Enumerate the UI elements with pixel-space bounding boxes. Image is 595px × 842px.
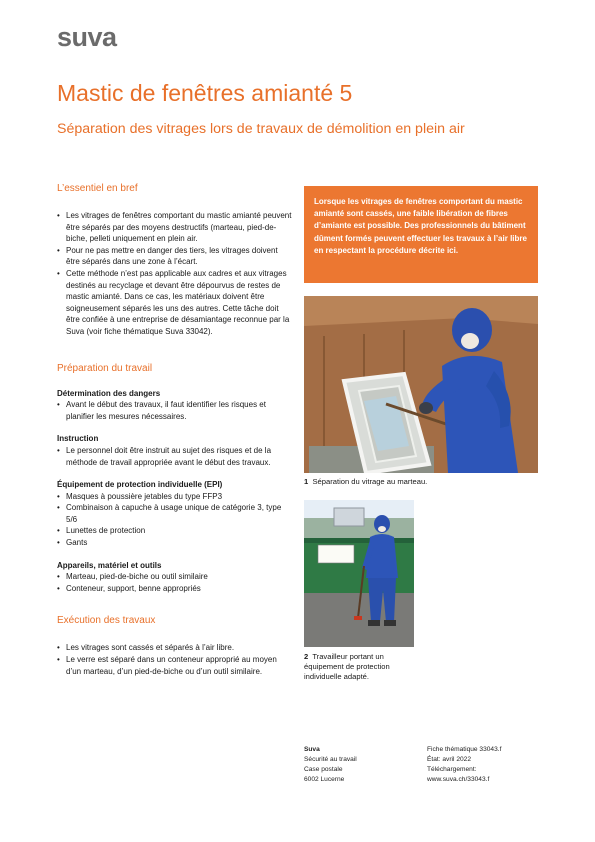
footer-line: Case postale — [304, 766, 343, 773]
caption-text: Travailleur portant un équipement de protection individuelle adapté. — [304, 652, 390, 681]
execution-list — [57, 642, 292, 677]
list-item: • Cette méthode n’est pas applicable aux cadres et aux vitrages destinés au recyclage et devant être dépourvus de restes de mastic amianté. Dans ce cas, les matériaux doivent être soigneusement séparés les uns des autres. Cette tâche doit être confiée à une entreprise de désamiantage reconnue par la Suva (voir fiche thématique Suva 33042). — [57, 268, 292, 338]
dangers-list — [57, 399, 292, 422]
footer-line: Fiche thématique 33043.f — [427, 746, 502, 753]
list-item: • Le personnel doit être instruit au sujet des risques et de la méthode de travail appropriée avant le début des travaux. — [57, 445, 292, 468]
footer-org: Suva — [304, 746, 320, 753]
footer-line: 6002 Lucerne — [304, 776, 345, 783]
caption-text: Séparation du vitrage au marteau. — [312, 477, 428, 486]
page-subtitle: Séparation des vitrages lors de travaux de démolition en plein air — [57, 121, 465, 137]
left-column — [57, 183, 292, 677]
footer-line: État: avril 2022 — [427, 756, 471, 763]
essentiel-heading: L’essentiel en bref — [57, 183, 138, 194]
caption-number: 2 — [304, 652, 309, 661]
photo-worker-ppe — [304, 500, 414, 647]
photo-1-caption — [304, 477, 538, 487]
list-item: • Marteau, pied-de-biche ou outil similaire — [57, 571, 292, 583]
list-item: • Masques à poussière jetables du type FFP3 — [57, 491, 292, 503]
list-item: • Lunettes de protection — [57, 525, 292, 537]
footer-line: Sécurité au travail — [304, 756, 357, 763]
list-item: • Gants — [57, 537, 292, 549]
outils-title: Appareils, matériel et outils — [57, 560, 162, 570]
list-item: • Pour ne pas mettre en danger des tiers, les vitrages doivent être séparés dans une zone à l’écart. — [57, 245, 292, 268]
outils-list — [57, 571, 292, 594]
execution-heading: Exécution des travaux — [57, 615, 156, 627]
footer-line: Téléchargement: — [427, 766, 477, 773]
list-item: • Le verre est séparé dans un conteneur approprié au moyen d’un marteau, d’un pied-de-biche ou d’un outil similaire. — [57, 654, 292, 677]
callout-box: Lorsque les vitrages de fenêtres comportant du mastic amianté sont cassés, une faible libération de fibres d’amiante est possible. Des professionnels du bâtiment dûment formés peuvent effectuer les travaux à l’air libre en respectant la procédure décrite ici. — [304, 186, 538, 283]
preparation-heading: Préparation du travail — [57, 362, 153, 374]
list-item: • Les vitrages de fenêtres comportant du mastic amianté peuvent être séparés par des moyens destructifs (marteau, pied-de-biche, pelleti uniquement en plein air. — [57, 210, 292, 245]
footer-document-info — [427, 745, 501, 785]
list-item: • Combinaison à capuche à usage unique de catégorie 3, type 5/6 — [57, 502, 292, 525]
photo-glass-separation — [304, 296, 538, 473]
list-item: • Avant le début des travaux, il faut identifier les risques et planifier les mesures nécessaires. — [57, 399, 292, 422]
instruction-title: Instruction — [57, 434, 99, 444]
footer-download-link[interactable]: www.suva.ch/33043.f — [427, 776, 490, 783]
page-title: Mastic de fenêtres amianté 5 — [57, 80, 353, 106]
instruction-list — [57, 445, 292, 468]
epi-title: Équipement de protection individuelle (EPI) — [57, 480, 223, 490]
footer-address — [304, 745, 357, 785]
list-item: • Conteneur, support, benne appropriés — [57, 583, 292, 595]
suva-logo: suva — [57, 22, 117, 52]
dangers-title: Détermination des dangers — [57, 388, 161, 398]
caption-number: 1 — [304, 477, 309, 486]
epi-list — [57, 491, 292, 549]
photo-2-caption — [304, 652, 414, 682]
essentiel-list — [57, 210, 292, 338]
list-item: • Les vitrages sont cassés et séparés à l’air libre. — [57, 642, 292, 654]
